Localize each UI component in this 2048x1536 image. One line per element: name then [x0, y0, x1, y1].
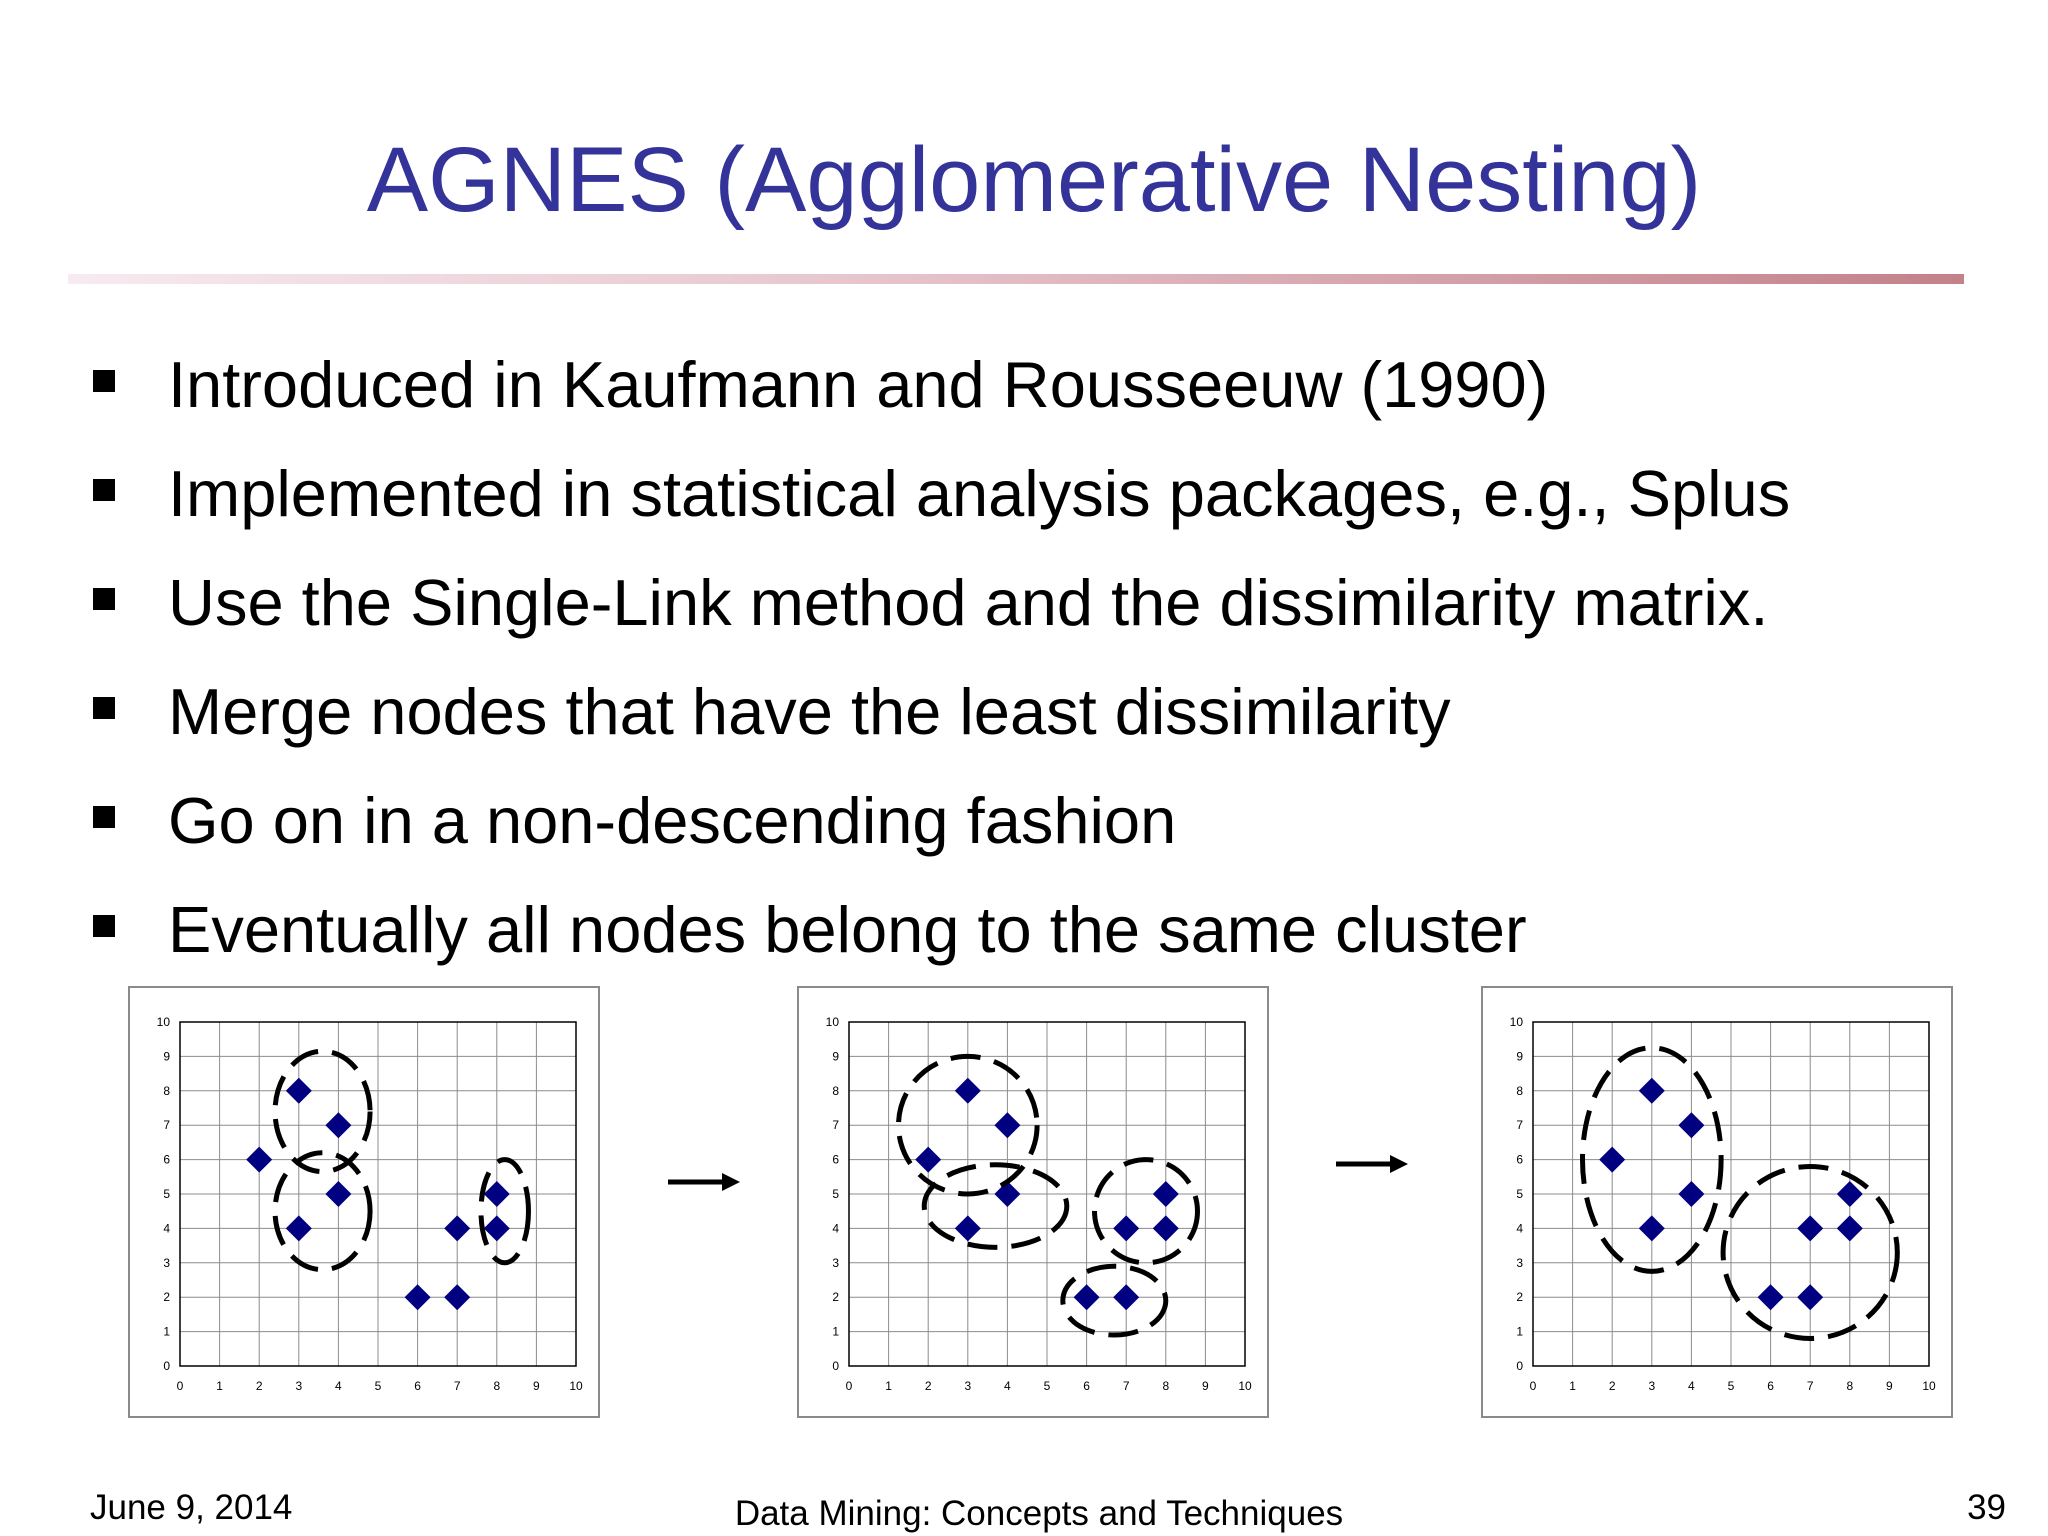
footer-date: June 9, 2014 — [90, 1488, 293, 1527]
bullet-square-icon — [93, 588, 115, 610]
data-point — [1797, 1215, 1823, 1241]
y-tick-label: 3 — [1516, 1255, 1523, 1270]
y-tick-label: 8 — [1516, 1083, 1523, 1098]
x-tick-label: 7 — [1806, 1379, 1814, 1393]
x-tick-label: 6 — [1767, 1379, 1774, 1393]
data-point — [1599, 1147, 1625, 1173]
x-tick-label: 5 — [1043, 1379, 1051, 1393]
bullet-item — [0, 548, 2048, 657]
bullet-item — [0, 439, 2048, 548]
data-point — [1639, 1078, 1665, 1104]
y-tick-label: 1 — [163, 1324, 170, 1339]
data-point — [484, 1215, 510, 1241]
bullet-item — [0, 330, 2048, 439]
bullet-text: Eventually all nodes belong to the same cluster — [168, 893, 1527, 966]
data-point — [484, 1181, 510, 1207]
bullet-square-icon — [93, 697, 115, 719]
data-point — [955, 1078, 981, 1104]
y-tick-label: 6 — [832, 1152, 839, 1167]
x-tick-label: 2 — [255, 1379, 263, 1393]
data-point — [1678, 1112, 1704, 1138]
bullet-text: Merge nodes that have the least dissimilarity — [168, 675, 1451, 748]
data-point — [1758, 1284, 1784, 1310]
x-tick-label: 1 — [885, 1379, 892, 1393]
x-tick-label: 0 — [176, 1379, 184, 1393]
bullet-square-icon — [93, 479, 115, 501]
scatter-panel-step-1 — [128, 986, 600, 1418]
y-tick-label: 1 — [832, 1324, 839, 1339]
arrow-right-icon — [1334, 1152, 1410, 1176]
bullet-item — [0, 657, 2048, 766]
scatter-chart-step-2 — [799, 988, 1271, 1420]
x-tick-label: 4 — [335, 1379, 342, 1393]
y-tick-label: 9 — [163, 1049, 170, 1064]
scatter-panel-step-2 — [797, 986, 1269, 1418]
data-point — [1678, 1181, 1704, 1207]
x-tick-label: 3 — [295, 1379, 303, 1393]
y-tick-label: 3 — [163, 1255, 170, 1270]
cluster-outline — [1095, 1160, 1198, 1263]
y-tick-label: 4 — [1516, 1221, 1523, 1236]
data-point — [444, 1284, 470, 1310]
data-point — [325, 1112, 351, 1138]
bullet-item — [0, 766, 2048, 875]
y-tick-label: 10 — [156, 1015, 170, 1029]
data-point — [1797, 1284, 1823, 1310]
cluster-outline — [275, 1051, 370, 1171]
y-tick-label: 1 — [1516, 1324, 1523, 1339]
x-tick-label: 10 — [1922, 1379, 1936, 1393]
y-tick-label: 5 — [163, 1187, 170, 1201]
data-point — [286, 1078, 312, 1104]
cluster-outline — [481, 1160, 529, 1263]
y-tick-label: 8 — [163, 1083, 170, 1098]
y-tick-label: 6 — [163, 1152, 170, 1167]
x-tick-label: 8 — [1162, 1379, 1170, 1393]
y-tick-label: 4 — [832, 1221, 839, 1236]
y-tick-label: 7 — [1516, 1118, 1523, 1133]
data-point — [955, 1215, 981, 1241]
x-tick-label: 7 — [1122, 1379, 1130, 1393]
x-tick-label: 6 — [414, 1379, 421, 1393]
data-point — [915, 1147, 941, 1173]
y-tick-label: 0 — [832, 1359, 839, 1373]
data-point — [444, 1215, 470, 1241]
data-point — [286, 1215, 312, 1241]
y-tick-label: 2 — [163, 1290, 170, 1305]
y-tick-label: 8 — [832, 1083, 839, 1098]
bullet-item — [0, 875, 2048, 984]
y-tick-label: 5 — [832, 1187, 839, 1201]
data-point — [325, 1181, 351, 1207]
cluster-outline — [275, 1153, 370, 1270]
y-tick-label: 0 — [1516, 1359, 1523, 1373]
x-tick-label: 8 — [1846, 1379, 1854, 1393]
data-point — [1113, 1215, 1139, 1241]
y-tick-label: 2 — [1516, 1290, 1523, 1305]
y-tick-label: 7 — [163, 1118, 170, 1133]
x-tick-label: 0 — [845, 1379, 853, 1393]
cluster-outline — [924, 1165, 1067, 1248]
x-tick-label: 6 — [1083, 1379, 1090, 1393]
y-tick-label: 10 — [1509, 1015, 1523, 1029]
bullet-text: Implemented in statistical analysis packages, e.g., Splus — [168, 457, 1791, 530]
y-tick-label: 10 — [825, 1015, 839, 1029]
bullet-square-icon — [93, 370, 115, 392]
y-tick-label: 0 — [163, 1359, 170, 1373]
data-point — [1153, 1215, 1179, 1241]
arrow-right-icon — [666, 1170, 742, 1194]
y-tick-label: 3 — [832, 1255, 839, 1270]
x-tick-label: 7 — [453, 1379, 461, 1393]
data-point — [1074, 1284, 1100, 1310]
x-tick-label: 10 — [569, 1379, 583, 1393]
y-tick-label: 4 — [163, 1221, 170, 1236]
data-point — [1837, 1181, 1863, 1207]
y-tick-label: 5 — [1516, 1187, 1523, 1201]
scatter-chart-step-1 — [130, 988, 602, 1420]
slide-title: AGNES (Agglomerative Nesting) — [366, 129, 1702, 231]
scatter-panel-step-3 — [1481, 986, 1953, 1418]
bullet-text: Use the Single-Link method and the dissimilarity matrix. — [168, 566, 1769, 639]
x-tick-label: 2 — [924, 1379, 932, 1393]
scatter-chart-step-3 — [1483, 988, 1955, 1420]
x-tick-label: 4 — [1004, 1379, 1011, 1393]
bullet-text: Go on in a non-descending fashion — [168, 784, 1177, 857]
y-tick-label: 2 — [832, 1290, 839, 1305]
data-point — [994, 1181, 1020, 1207]
data-point — [1113, 1284, 1139, 1310]
data-point — [405, 1284, 431, 1310]
x-tick-label: 9 — [1202, 1379, 1209, 1393]
x-tick-label: 2 — [1608, 1379, 1616, 1393]
x-tick-label: 10 — [1238, 1379, 1252, 1393]
y-tick-label: 9 — [832, 1049, 839, 1064]
data-point — [1639, 1215, 1665, 1241]
x-tick-label: 3 — [964, 1379, 972, 1393]
x-tick-label: 5 — [374, 1379, 382, 1393]
data-point — [994, 1112, 1020, 1138]
bullet-list — [0, 330, 2048, 984]
title-divider — [68, 274, 1964, 284]
bullet-text: Introduced in Kaufmann and Rousseeuw (1990) — [168, 348, 1549, 421]
x-tick-label: 3 — [1648, 1379, 1656, 1393]
data-point — [246, 1147, 272, 1173]
data-point — [1153, 1181, 1179, 1207]
x-tick-label: 5 — [1727, 1379, 1735, 1393]
x-tick-label: 4 — [1688, 1379, 1695, 1393]
x-tick-label: 1 — [216, 1379, 223, 1393]
bullet-square-icon — [93, 806, 115, 828]
x-tick-label: 9 — [533, 1379, 540, 1393]
y-tick-label: 6 — [1516, 1152, 1523, 1167]
y-tick-label: 7 — [832, 1118, 839, 1133]
data-point — [1837, 1215, 1863, 1241]
x-tick-label: 8 — [493, 1379, 501, 1393]
x-tick-label: 9 — [1886, 1379, 1893, 1393]
footer-page-number: 39 — [1967, 1488, 2006, 1527]
bullet-square-icon — [93, 915, 115, 937]
x-tick-label: 1 — [1569, 1379, 1576, 1393]
x-tick-label: 0 — [1529, 1379, 1537, 1393]
y-tick-label: 9 — [1516, 1049, 1523, 1064]
footer-title: Data Mining: Concepts and Techniques — [734, 1494, 1344, 1533]
